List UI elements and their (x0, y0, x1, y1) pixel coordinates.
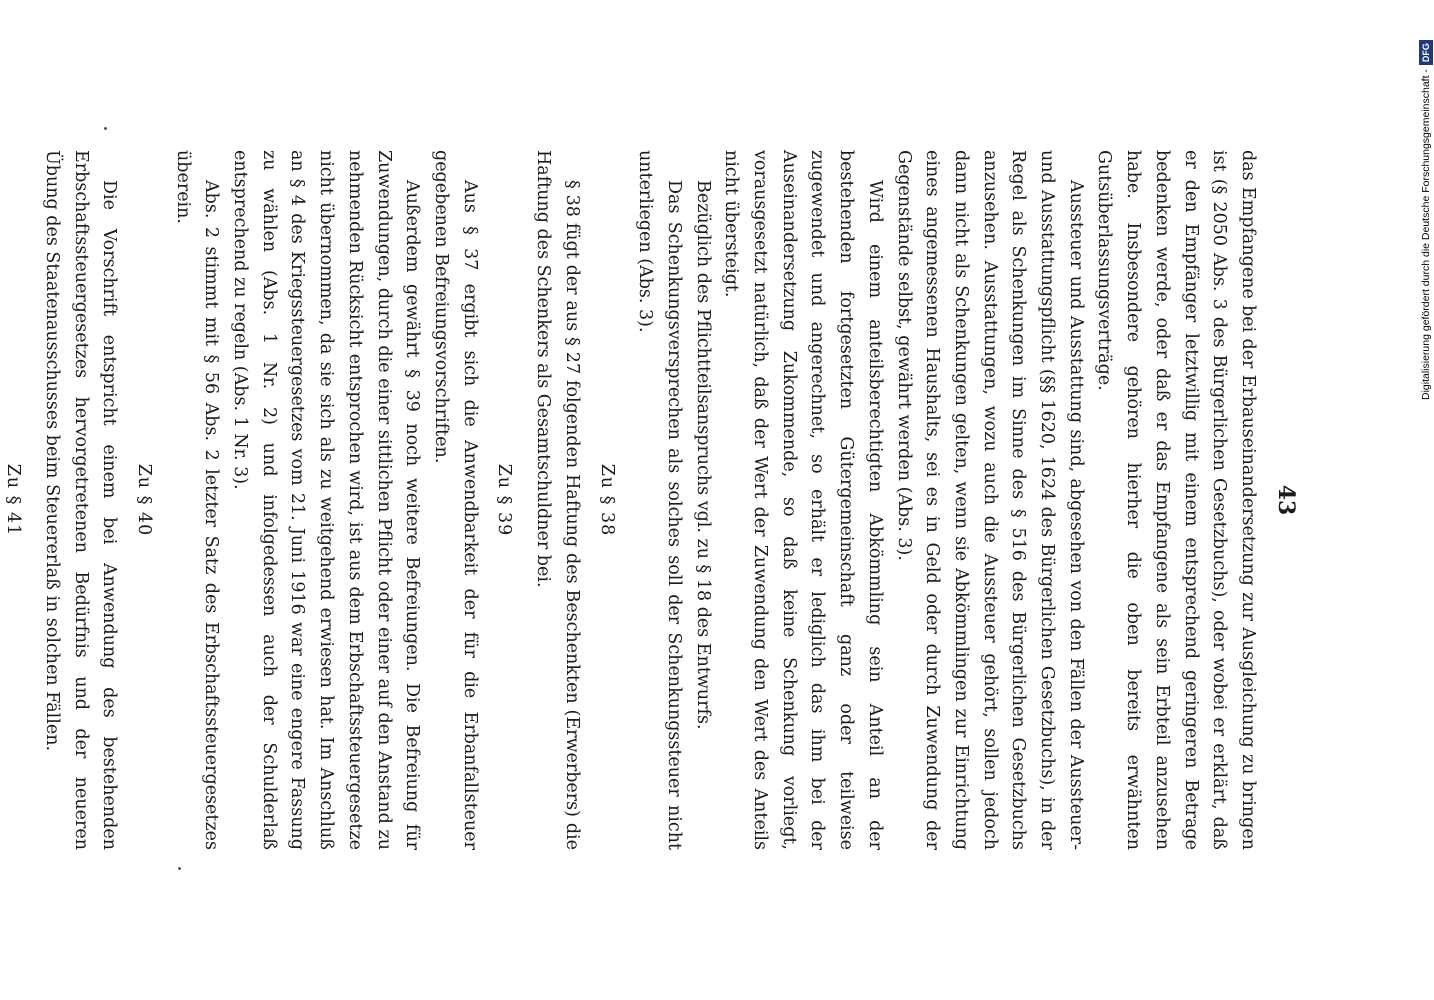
section-heading: Zu § 38 (596, 463, 617, 537)
paragraph: Das Schenkungsversprechen als solches soll der Schenkungssteuer nicht unterliegen (Abs. 3). (635, 150, 684, 850)
section-heading: Zu § 39 (494, 463, 515, 537)
paragraph: Aus § 37 ergibt sich die Anwendbarkeit der für die Erbanfallsteuer gegebenen Befreiungsvorschriften. (431, 150, 480, 850)
credit-text: Digitalisierung gefördert durch die Deutsche Forschungsgemeinschaft - (1420, 69, 1432, 400)
page-content (3, 150, 1300, 850)
paragraph: Wird einem anteilsberechtigten Abkömmling sein Anteil an der bestehenden fortgesetzten Gütergemeinschaft ganz oder teilweise zugewendet und angerechnet, so erhält er lediglich das ihm bei der Auseinandersetzung Zukommende, so daß keine Schenkung vorliegt, vorausgesetzt natürlich, daß der Wert der Zuwendung den Wert des Anteils nicht übersteigt. (721, 150, 885, 850)
paragraph: Bezüglich des Pflichtteilsanspruchs vgl. zu § 18 des Entwurfs. (692, 180, 713, 730)
paragraph: das Empfangene bei der Erbauseinandersetzung zur Ausgleichung zu bringen ist (§ 2050 Abs. 3 des Bürgerlichen Gesetzbuchs), oder wobei er erklärt, daß er den Empfänger letztwillig mit einem entsprechend geringeren Betrage bedenken werde, oder daß er das Empfangene als sein Erbteil anzusehen habe. Insbesondere gehören hierher die oben bereits erwähnten Gutsüberlassungsverträge. (1094, 150, 1258, 850)
scan-speck (178, 867, 181, 870)
paragraph: Aussteuer und Ausstattung sind, abgesehen von den Fällen der Aussteuer- und Ausstattungspflicht (§§ 1620, 1624 des Bürgerlichen Gesetzbuchs), in der Regel als Schenkungen im Sinne des § 516 des Bürgerlichen Gesetzbuchs anzusehen. Ausstattungen, wozu auch die Aussteuer gehört, sollen jedoch dann nicht als Schenkungen gelten, wenn sie Abkömmlingen zur Einrichtung eines angemessenen Haushalts, sei es in Geld oder durch Zuwendung der Gegenstände selbst, gewährt werden (Abs. 3). (893, 150, 1086, 850)
section-heading: Zu § 40 (133, 463, 154, 537)
paragraph: Außerdem gewährt § 39 noch weitere Befreiungen. Die Befreiung für Zuwendungen, durch die einer sittlichen Pflicht oder einer auf den Anstand zu nehmenden Rücksicht entsprochen wird, ist aus dem Erbschaftssteuergesetze nicht übernommen, da sie sich als zu weitgehend erwiesen hat. Im Anschluß an § 4 des Kriegssteuergesetzes vom 21. Juni 1916 war eine engere Fassung zu wählen (Abs. 1 Nr. 2) und infolgedessen auch der Schulderlaß entsprechend zu regeln (Abs. 1 Nr. 3). (230, 150, 423, 850)
section-heading: Zu § 41 (3, 463, 24, 537)
page-number: 43 (1273, 484, 1299, 516)
paragraph: § 38 fügt der aus § 27 folgenden Haftung des Beschenkten (Erwerbers) die Haftung des Schenkers als Gesamtschuldner bei. (533, 150, 582, 850)
digitization-credit (1418, 8, 1434, 400)
scan-speck (104, 127, 107, 130)
dfg-logo: DFG (1419, 40, 1433, 65)
paragraph: Die Vorschrift entspricht einem bei Anwendung des bestehenden Erbschaftssteuergesetzes hervorgetretenen Bedürfnis und der neueren Übung des Staatenausschusses beim Steuererlaß in solchen Fällen. (41, 150, 120, 850)
paragraph: Abs. 2 stimmt mit § 56 Abs. 2 letzter Satz des Erbschaftssteuergesetzes überein. (172, 150, 222, 850)
